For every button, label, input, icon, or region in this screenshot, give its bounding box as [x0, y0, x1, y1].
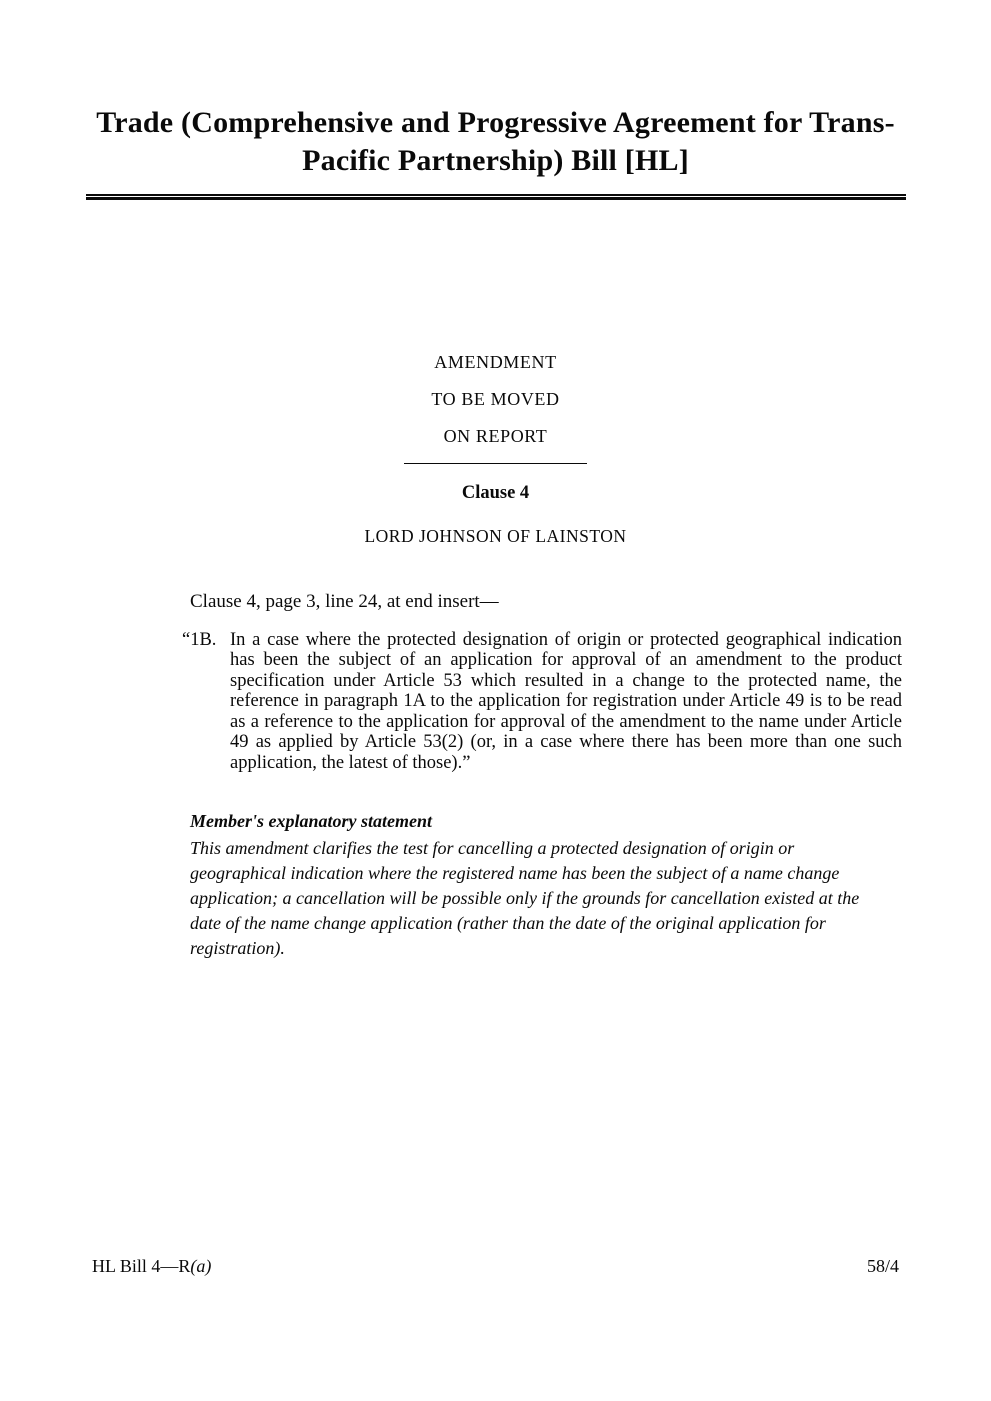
stage-line-amendment: AMENDMENT [434, 351, 557, 372]
title-double-rule [86, 194, 906, 200]
amendment-paragraph-marker: “1B. [182, 629, 217, 650]
amendment-instruction: Clause 4, page 3, line 24, at end insert— [190, 590, 499, 612]
explanatory-statement-heading: Member's explanatory statement [190, 811, 432, 832]
footer-bill-number-suffix: (a) [190, 1256, 212, 1276]
member-name: LORD JOHNSON OF LAINSTON [364, 525, 627, 546]
explanatory-statement-text: This amendment clarifies the test for cancelling a protected designation of origin or geographical indication where the registered name has been the subject of a name change application; a cancellation will be possible only if the grounds for cancellation existed at the date of the name change application (rather than the date of the original application for registration). [190, 838, 860, 959]
stage-line-on-report: ON REPORT [443, 425, 548, 446]
stage-heading [0, 352, 991, 464]
amendment-paragraph [182, 630, 902, 774]
bill-title: Trade (Comprehensive and Progressive Agreement for Trans-Pacific Partnership) Bill [HL] [96, 106, 895, 178]
footer-bill-number [92, 1256, 211, 1277]
explanatory-statement [190, 811, 890, 961]
footer-session-number: 58/4 [866, 1256, 899, 1276]
stage-rule [404, 463, 587, 464]
footer-bill-number-text: HL Bill 4—R [92, 1256, 191, 1276]
stage-line-to-be-moved: TO BE MOVED [431, 388, 560, 409]
page-footer [92, 1256, 899, 1277]
amendment-paragraph-text: In a case where the protected designation of origin or protected geographical indication has been the subject of an application for approval of an amendment to the product specification under Article 53 which resulted in a change to the protected name, the reference in paragraph 1A to the application for registration under Article 49 is to be read as a reference to the application for approval of the amendment to the name under Article 49 as applied by Article 53(2) (or, in a case where there has been more than one such application, the latest of those).” [230, 629, 902, 773]
clause-heading: Clause 4 [461, 482, 530, 503]
